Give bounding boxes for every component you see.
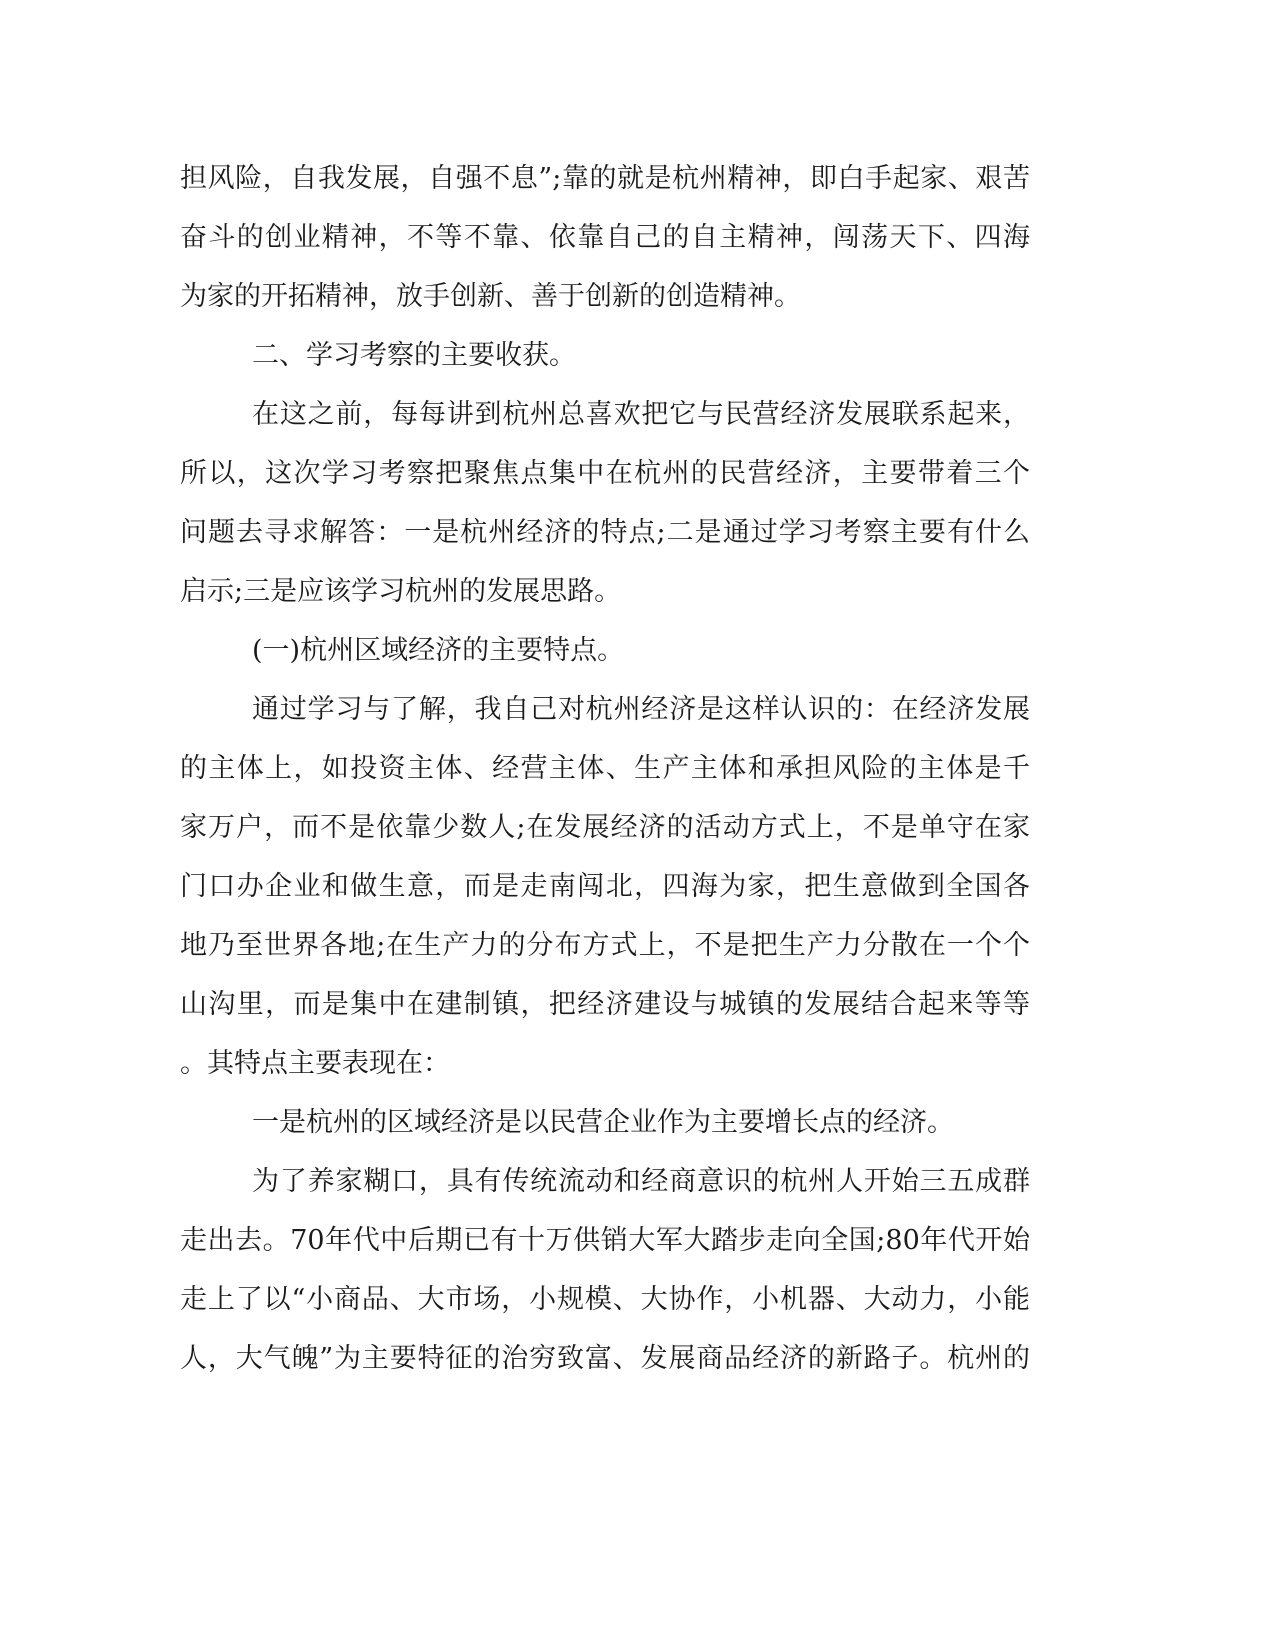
body-text-line: 山沟里，而是集中在建制镇，把经济建设与城镇的发展结合起来等等 [180, 989, 1030, 1020]
body-text-line: 奋斗的创业精神，不等不靠、依靠自己的自主精神，闯荡天下、四海 [180, 222, 1030, 253]
body-text-line: 门口办企业和做生意，而是走南闯北，四海为家，把生意做到全国各 [180, 871, 1030, 902]
body-text-line: 担风险，自我发展，自强不息”;靠的就是杭州精神，即白手起家、艰苦 [180, 163, 1030, 194]
section-heading: 二、学习考察的主要收获。 [252, 340, 576, 371]
body-text-line: 走出去。70年代中后期已有十万供销大军大踏步走向全国;80年代开始 [180, 1225, 1030, 1256]
body-text-line: 地乃至世界各地;在生产力的分布方式上，不是把生产力分散在一个个 [180, 930, 1030, 961]
body-text-line: 为家的开拓精神，放手创新、善于创新的创造精神。 [180, 281, 801, 312]
body-text-line: 的主体上，如投资主体、经营主体、生产主体和承担风险的主体是千 [180, 753, 1030, 784]
body-text-line: 为了养家糊口，具有传统流动和经商意识的杭州人开始三五成群 [252, 1166, 1030, 1197]
subsection-heading: (一)杭州区域经济的主要特点。 [252, 635, 625, 666]
body-text-line: 启示;三是应该学习杭州的发展思路。 [180, 576, 622, 607]
body-text-line: 走上了以“小商品、大市场，小规模、大协作，小机器、大动力，小能 [180, 1284, 1030, 1315]
body-text-line: 通过学习与了解，我自己对杭州经济是这样认识的：在经济发展 [252, 694, 1030, 725]
body-text-line: 人，大气魄”为主要特征的治穷致富、发展商品经济的新路子。杭州的 [180, 1343, 1030, 1374]
body-text-line: 。其特点主要表现在： [180, 1048, 450, 1079]
body-text-line: 家万户，而不是依靠少数人;在发展经济的活动方式上，不是单守在家 [180, 812, 1030, 843]
body-text-line: 问题去寻求解答：一是杭州经济的特点;二是通过学习考察主要有什么 [180, 517, 1030, 548]
body-text-line: 一是杭州的区域经济是以民营企业作为主要增长点的经济。 [252, 1107, 954, 1138]
body-text-line: 在这之前，每每讲到杭州总喜欢把它与民营经济发展联系起来， [252, 399, 1030, 430]
body-text-line: 所以，这次学习考察把聚焦点集中在杭州的民营经济，主要带着三个 [180, 458, 1030, 489]
